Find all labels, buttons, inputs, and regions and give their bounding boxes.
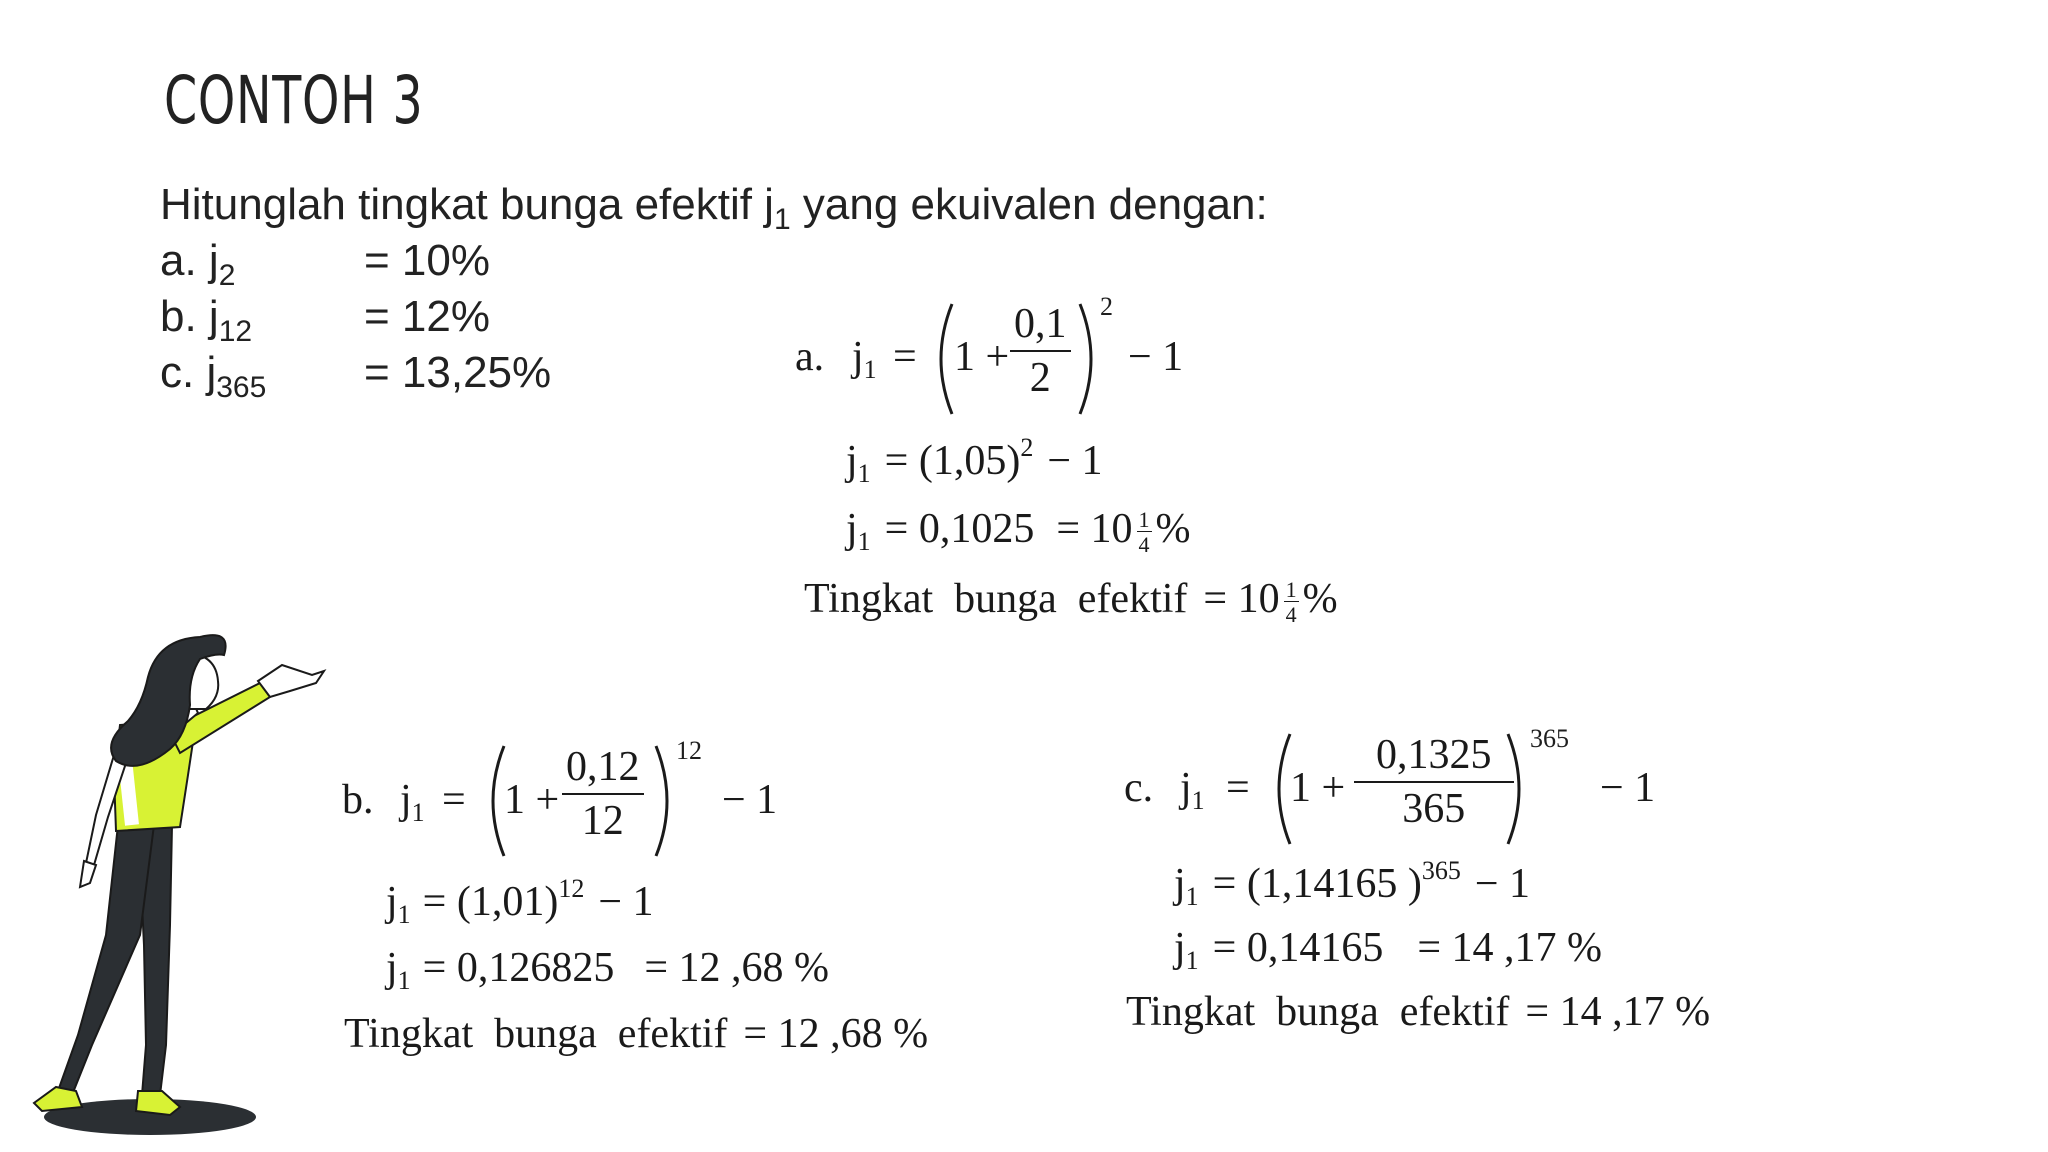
- solution-c-eq: =: [1226, 765, 1250, 811]
- solution-b-minus-one: − 1: [722, 777, 778, 823]
- problem-intro-sub: 1: [773, 203, 791, 236]
- solution-c-label: c.: [1124, 765, 1154, 811]
- solution-b-exponent: 12: [676, 736, 702, 765]
- solution-a-label: a.: [795, 334, 825, 380]
- solution-c-line2: $j_1 = (1,14165$ )$^{365}$ − 1: [1174, 856, 1531, 911]
- solution-c-exponent: 365: [1530, 724, 1569, 753]
- problem-item-b: b. $j_{12} = 12\%$: [160, 292, 490, 348]
- solution-b-result: Tingkat bunga efektif = 12 ,68 %: [344, 1011, 929, 1057]
- solution-a-eq: =: [893, 334, 917, 380]
- left-paren-icon: [926, 300, 956, 418]
- solution-c-minus-one: − 1: [1600, 765, 1656, 811]
- solution-c-fraction: $\frac{0,1325}{365}$: [1354, 733, 1514, 831]
- solution-b-fraction: $\frac{0,12}{12}$: [562, 745, 644, 843]
- solution-a-fraction: $\frac{0,1}{2}$: [1010, 302, 1071, 400]
- solution-c-line3: $j_1 = 0,14165 = 14$ ,17 %: [1174, 925, 1603, 975]
- solution-a-line2: $j_1 = (1,05)^2 - 1$: [846, 433, 1103, 488]
- solution-b-line2: $j_1 = (1,01)^{12} - 1$: [386, 874, 654, 929]
- problem-item-a-value: = 10%: [364, 236, 490, 285]
- woman-pointing-illustration: [20, 625, 340, 1145]
- solution-a-minus-one: − 1: [1128, 334, 1184, 380]
- slide-title: CONTOH 3: [164, 62, 424, 139]
- solution-a-one-plus: 1 +: [954, 334, 1010, 380]
- solution-b-line3: $j_1 = 0,126825 = 12$ ,68 %: [386, 945, 830, 995]
- solution-a-j: $j_1$: [852, 334, 877, 384]
- solution-a-exponent: 2: [1100, 292, 1113, 321]
- problem-intro-text: Hitunglah tingkat bunga efektif j: [160, 180, 774, 229]
- solution-c-one-plus: 1 +: [1290, 765, 1346, 811]
- solution-c-result: Tingkat bunga efektif = 14 ,17 %: [1126, 989, 1711, 1035]
- solution-b-eq: =: [442, 777, 466, 823]
- solution-a-result: Tingkat bunga efektif = 10 $\frac{1}{4}$ %: [804, 576, 1338, 628]
- problem-item-b-value: = 12%: [364, 292, 490, 341]
- problem-item-c-value: = 13,25%: [364, 348, 552, 397]
- solution-b-label: b.: [342, 777, 374, 823]
- problem-item-c: c. $j_{365} = 13,25\%$: [160, 348, 552, 404]
- solution-a-line3: $j_1 = 0,1025 = 10$ $\frac{1}{4}$ %: [846, 506, 1191, 558]
- solution-b-one-plus: 1 +: [504, 777, 560, 823]
- problem-intro-text-end: yang ekuivalen dengan:: [790, 180, 1268, 229]
- problem-intro: [160, 180, 1268, 236]
- solution-c-j: $j_1$: [1180, 765, 1205, 815]
- problem-item-a: a. $j_2 = 10\%$: [160, 236, 490, 292]
- solution-b-j: $j_1$: [400, 777, 425, 827]
